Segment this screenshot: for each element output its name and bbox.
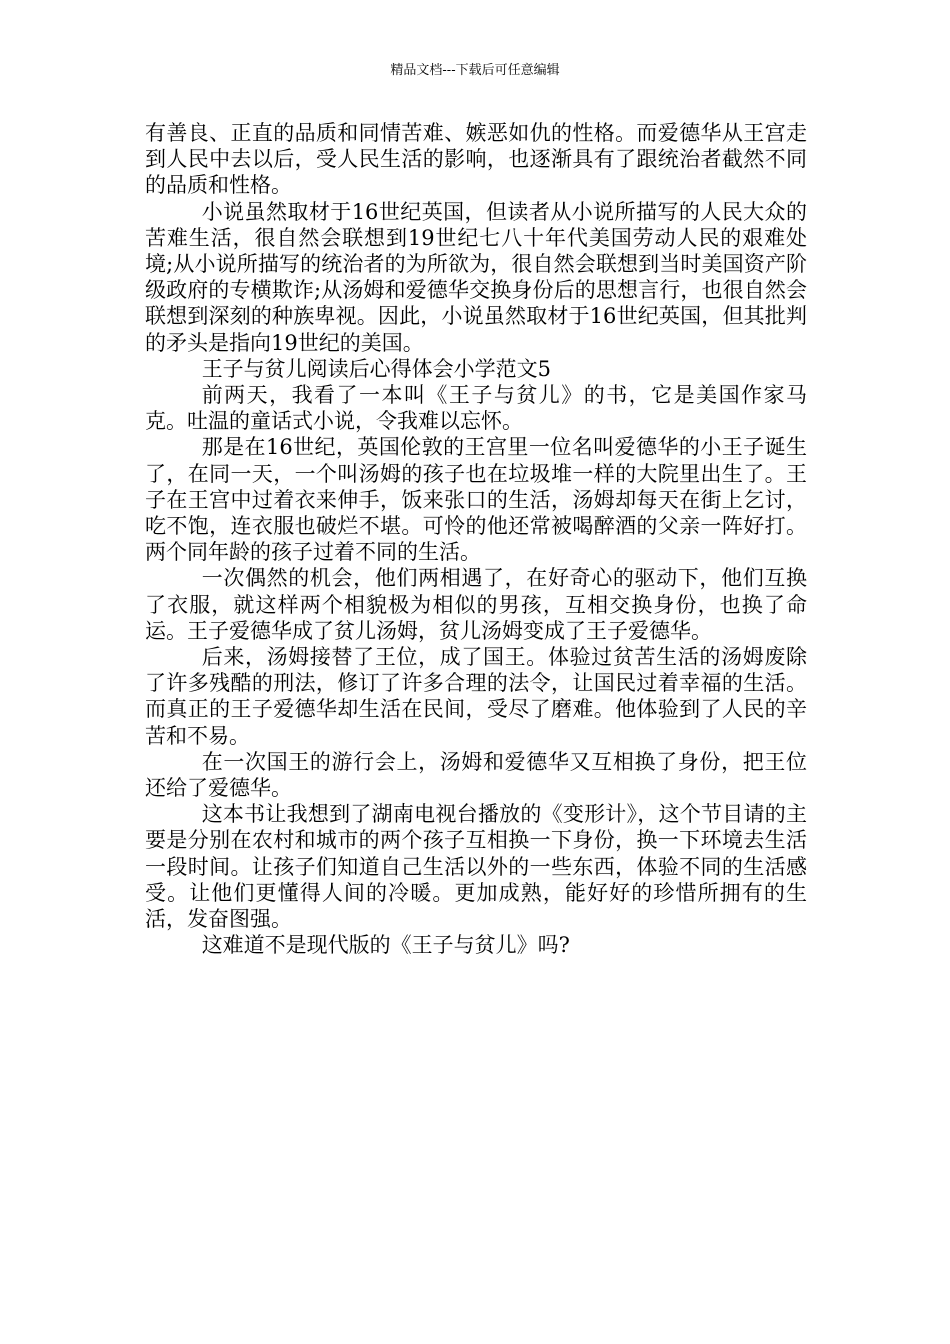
section-title: 王子与贫儿阅读后心得体会小学范文5 <box>201 356 552 381</box>
paragraph: 这本书让我想到了湖南电视台播放的《变形计》，这个节目请的主要是分别在农村和城市的两个孩子互相换一下身份，换一下环境去生活一段时间。让孩子们知道自己生活以外的一些东西，体验不同的生活感受。让他们更懂得人间的冷暖。更加成熟，能好好的珍惜所拥有的生活，发奋图强。 <box>145 802 807 932</box>
paragraph-continuation: 有善良、正直的品质和同情苦难、嫉恶如仇的性格。而爱德华从王宫走到人民中去以后，受人民生活的影响，也逐渐具有了跟统治者截然不同的品质和性格。 <box>145 121 807 198</box>
paragraph: 这难道不是现代版的《王子与贫儿》吗? <box>201 933 570 958</box>
paragraph: 那是在16世纪，英国伦敦的王宫里一位名叫爱德华的小王子诞生了，在同一天，一个叫汤姆的孩子也在垃圾堆一样的大院里出生了。王子在王宫中过着衣来伸手，饭来张口的生活，汤姆却每天在街上乞讨，吃不饱，连衣服也破烂不堪。可怜的他还常被喝醉酒的父亲一阵好打。两个同年龄的孩子过着不同的生活。 <box>145 435 807 565</box>
paragraph: 小说虽然取材于16世纪英国，但读者从小说所描写的人民大众的苦难生活，很自然会联想到19世纪七八十年代美国劳动人民的艰难处境;从小说所描写的统治者的为所欲为，很自然会联想到当时美国资产阶级政府的专横欺诈;从汤姆和爱德华交换身份后的思想言行，也很自然会联想到深刻的种族卑视。因此，小说虽然取材于16世纪英国，但其批判的矛头是指向19世纪的美国。 <box>145 199 807 355</box>
paragraph: 前两天，我看了一本叫《王子与贫儿》的书，它是美国作家马克。吐温的童话式小说，令我难以忘怀。 <box>145 383 807 434</box>
paragraph: 后来，汤姆接替了王位，成了国王。体验过贫苦生活的汤姆废除了许多残酷的刑法，修订了许多合理的法令，让国民过着幸福的生活。而真正的王子爱德华却生活在民间，受尽了磨难。他体验到了人民的辛苦和不易。 <box>145 645 807 748</box>
paragraph: 一次偶然的机会，他们两相遇了，在好奇心的驱动下，他们互换了衣服，就这样两个相貌极为相似的男孩，互相交换身份，也换了命运。王子爱德华成了贫儿汤姆，贫儿汤姆变成了王子爱德华。 <box>145 566 807 643</box>
page-header: 精品文档---下载后可任意编辑 <box>390 63 560 78</box>
paragraph: 在一次国王的游行会上，汤姆和爱德华又互相换了身份，把王位还给了爱德华。 <box>145 749 807 801</box>
document-body <box>145 120 807 959</box>
